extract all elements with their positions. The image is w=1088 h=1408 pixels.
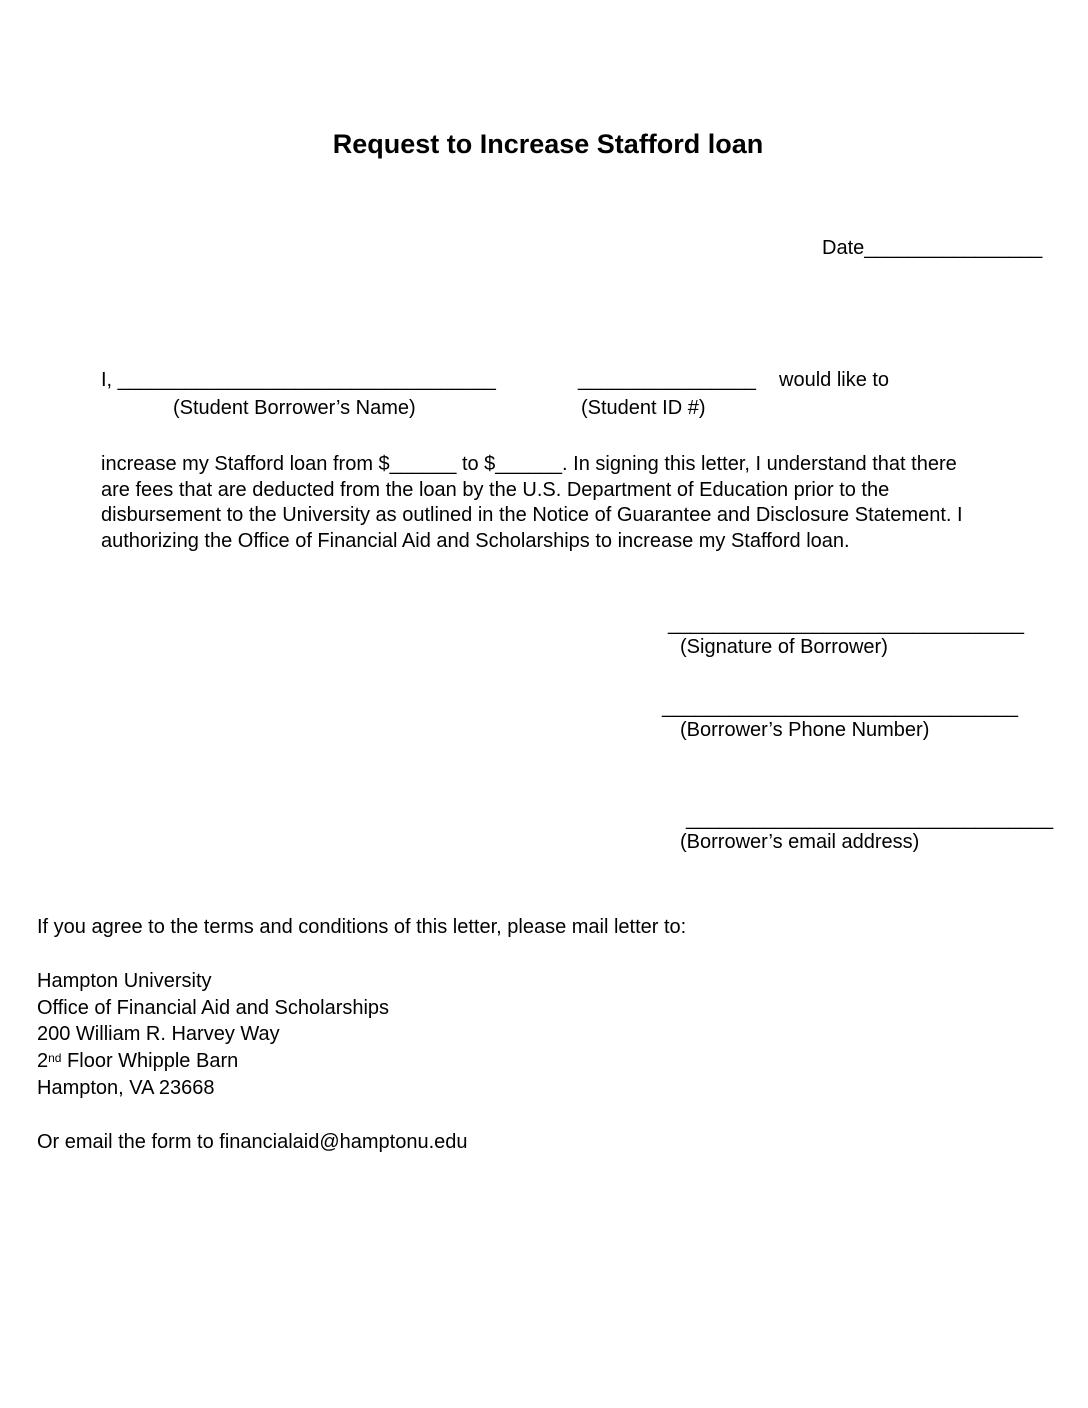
student-id-label: (Student ID #) [581, 397, 706, 419]
signature-line: ________________________________ [668, 613, 1024, 635]
student-id-line: ________________ [578, 369, 756, 391]
address-line-office: Office of Financial Aid and Scholarships [37, 997, 390, 1019]
phone-label: (Borrower’s Phone Number) [680, 719, 930, 741]
address-line-street: 200 William R. Harvey Way [37, 1023, 280, 1045]
email-label: (Borrower’s email address) [680, 831, 920, 853]
email-instruction: Or email the form to financialaid@hamptonu.edu [37, 1131, 468, 1153]
would-like-to-text: would like to [779, 369, 890, 391]
email-line: _________________________________ [686, 808, 1054, 830]
floor-number: 2 [37, 1050, 49, 1072]
floor-ordinal-suffix: nd [48, 1051, 62, 1065]
address-line-city: Hampton, VA 23668 [37, 1077, 215, 1099]
floor-building: Floor Whipple Barn [61, 1050, 239, 1072]
document-title: Request to Increase Stafford loan [332, 129, 764, 159]
paragraph-line: are fees that are deducted from the loan by the U.S. Department of Education prior to the [101, 478, 890, 501]
signature-label: (Signature of Borrower) [680, 636, 888, 658]
paragraph-line: authorizing the Office of Financial Aid and Scholarships to increase my Stafford loan. [101, 529, 850, 552]
phone-line: ________________________________ [662, 696, 1018, 718]
mail-instruction: If you agree to the terms and conditions of this letter, please mail letter to: [37, 916, 687, 938]
student-name-line: I, __________________________________ [101, 369, 496, 391]
address-line-floor [37, 1049, 238, 1073]
student-name-label: (Student Borrower’s Name) [173, 397, 416, 419]
address-line-university: Hampton University [37, 970, 212, 992]
paragraph-line: increase my Stafford loan from $______ to $______. In signing this letter, I understand that there [101, 453, 957, 475]
paragraph-line: disbursement to the University as outlined in the Notice of Guarantee and Disclosure Statement. I [101, 504, 963, 526]
request-paragraph [101, 452, 1061, 554]
date-field-line: Date________________ [822, 237, 1043, 259]
